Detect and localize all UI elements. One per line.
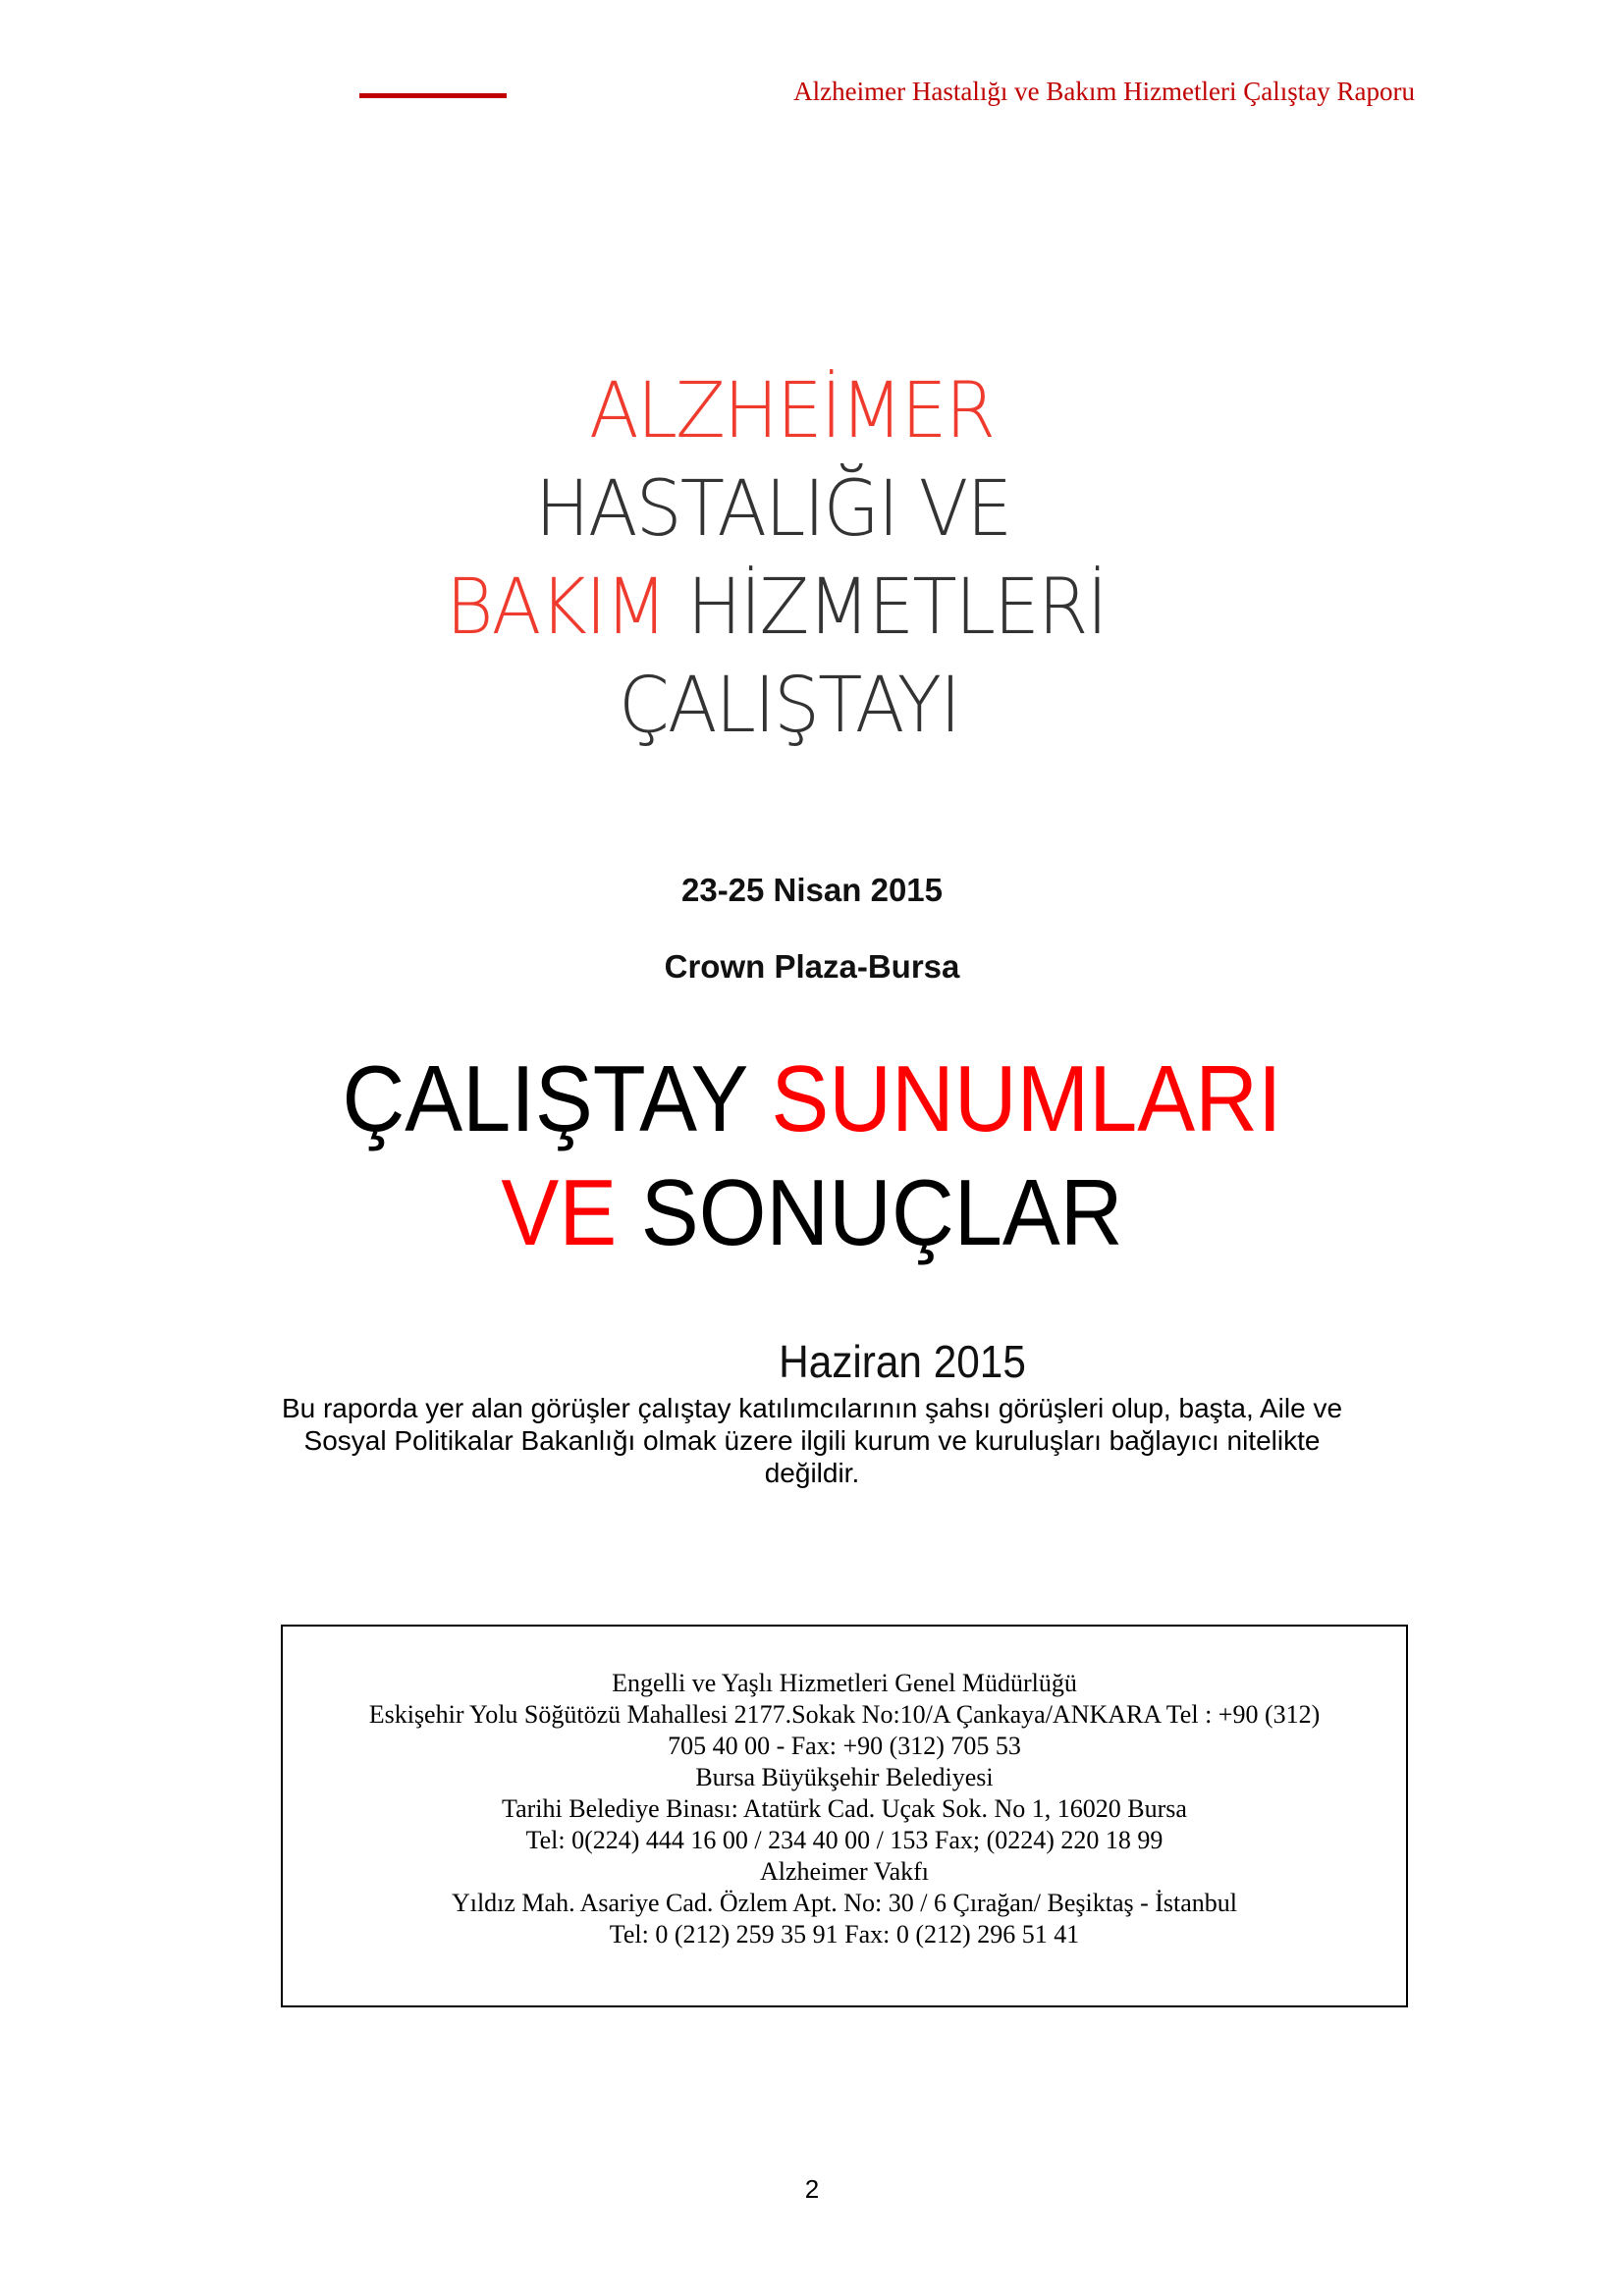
main-title-line-1 — [65, 1046, 1559, 1151]
logo-line-2: HASTALIĞI VE — [535, 465, 1011, 554]
disclaimer — [216, 1392, 1408, 1489]
disclaimer-line-3: değildir. — [764, 1458, 860, 1488]
contact-line: Tarihi Belediye Binası: Atatürk Cad. Uçak Sok. No 1, 16020 Bursa — [502, 1794, 1187, 1823]
event-date: 23-25 Nisan 2015 — [680, 872, 943, 908]
contact-line: Bursa Büyükşehir Belediyesi — [695, 1763, 994, 1791]
contact-line: Engelli ve Yaşlı Hizmetleri Genel Müdürlüğü — [612, 1669, 1077, 1697]
disclaimer-line-2: Sosyal Politikalar Bakanlığı olmak üzere ilgili kurum ve kuruluşları bağlayıcı nitelikte — [303, 1425, 1321, 1456]
main-title-black-2: SONUÇLAR — [640, 1160, 1123, 1265]
main-title-red-2: VE — [501, 1160, 618, 1265]
page-number: 2 — [804, 2174, 820, 2204]
header-rule — [359, 93, 507, 98]
contact-line: Eskişehir Yolu Söğütözü Mahallesi 2177.Sokak No:10/A Çankaya/ANKARA Tel : +90 (312) — [368, 1700, 1321, 1729]
logo-line-3 — [446, 563, 1107, 652]
logo-line-3-red: BAKIM — [446, 563, 667, 652]
contact-line: Tel: 0 (212) 259 35 91 Fax: 0 (212) 296 51 41 — [609, 1920, 1080, 1949]
logo-line-4: ÇALIŞTAYI — [619, 662, 960, 750]
contact-line: Alzheimer Vakfı — [759, 1857, 930, 1886]
report-month: Haziran 2015 — [779, 1336, 1026, 1387]
disclaimer-line-1: Bu raporda yer alan görüşler çalıştay katılımcılarının şahsı görüşleri olup, başta, Aile ve — [281, 1393, 1343, 1423]
running-header-title: Alzheimer Hastalığı ve Bakım Hizmetleri Çalıştay Raporu — [793, 77, 1415, 106]
event-venue: Crown Plaza-Bursa — [664, 948, 960, 985]
contact-line: Yıldız Mah. Asariye Cad. Özlem Apt. No: 30 / 6 Çırağan/ Beşiktaş - İstanbul — [451, 1889, 1238, 1917]
main-title-line-2 — [65, 1160, 1559, 1265]
main-title-red-1: SUNUMLARI — [771, 1046, 1282, 1151]
logo-line-3-dark: HİZMETLERİ — [686, 563, 1107, 652]
logo-line-1: ALZHEİMER — [589, 367, 995, 455]
main-title-black-1: ÇALIŞTAY — [342, 1046, 747, 1151]
contact-line: 705 40 00 - Fax: +90 (312) 705 53 — [668, 1732, 1021, 1760]
contact-box — [281, 1625, 1408, 2007]
contact-line: Tel: 0(224) 444 16 00 / 234 40 00 / 153 Fax; (0224) 220 18 99 — [525, 1826, 1164, 1854]
